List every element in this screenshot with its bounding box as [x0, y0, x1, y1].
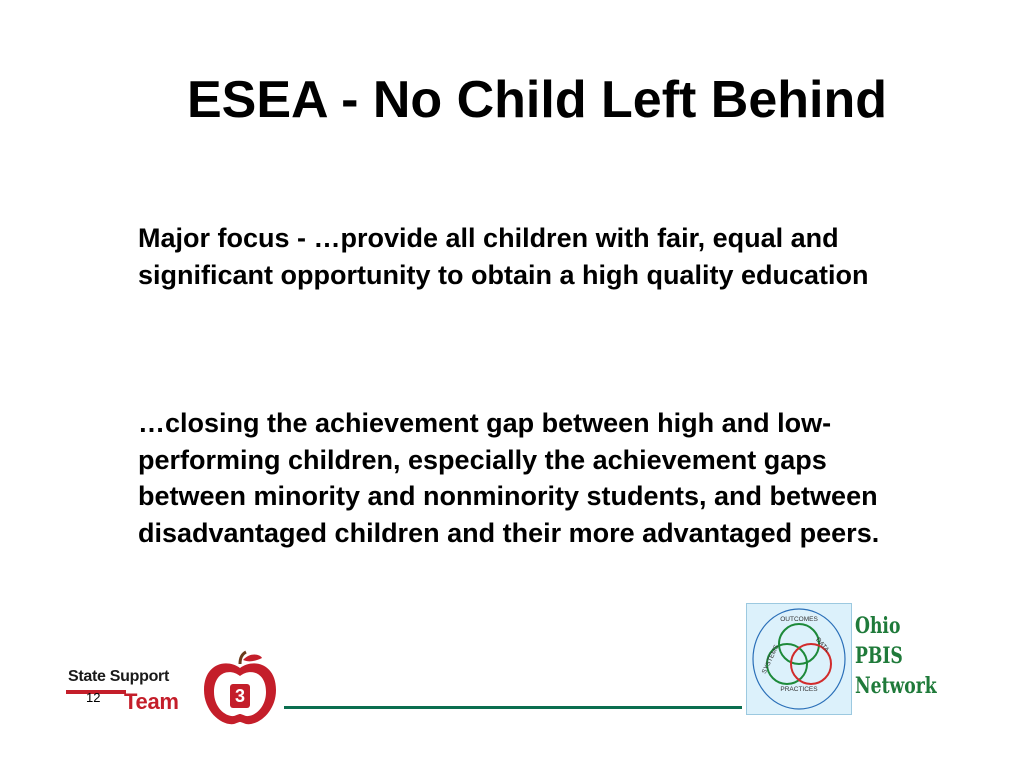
sst-logo-line1: State Support [68, 668, 169, 685]
pbis-label-practices: PRACTICES [780, 686, 818, 693]
pbis-text-network: Network [855, 673, 937, 699]
sst-logo-line2: Team [124, 689, 179, 714]
slide-number: 12 [86, 690, 101, 705]
apple-icon [196, 650, 284, 728]
paragraph-achievement-gap: …closing the achievement gap between high and low-performing children, especially the achievement gaps between minority and nonminority students, and between disadvantaged children and their more advantaged peers. [138, 408, 880, 548]
slide-title: ESEA - No Child Left Behind [186, 71, 888, 129]
pbis-label-systems: SYSTEMS [760, 643, 781, 675]
pbis-logo [746, 603, 852, 715]
pbis-label-data: DATA [814, 636, 831, 654]
pbis-label-outcomes: OUTCOMES [780, 616, 818, 623]
pbis-venn-icon [747, 604, 851, 714]
sst-badge-number: 3 [234, 686, 246, 706]
pbis-text-pbis: PBIS [855, 643, 903, 669]
pbis-logo-text [855, 611, 937, 701]
footer-divider [284, 706, 742, 709]
paragraph-major-focus: Major focus - …provide all children with fair, equal and significant opportunity to obtain a high quality education [138, 223, 869, 290]
pbis-text-ohio: Ohio [855, 613, 901, 639]
